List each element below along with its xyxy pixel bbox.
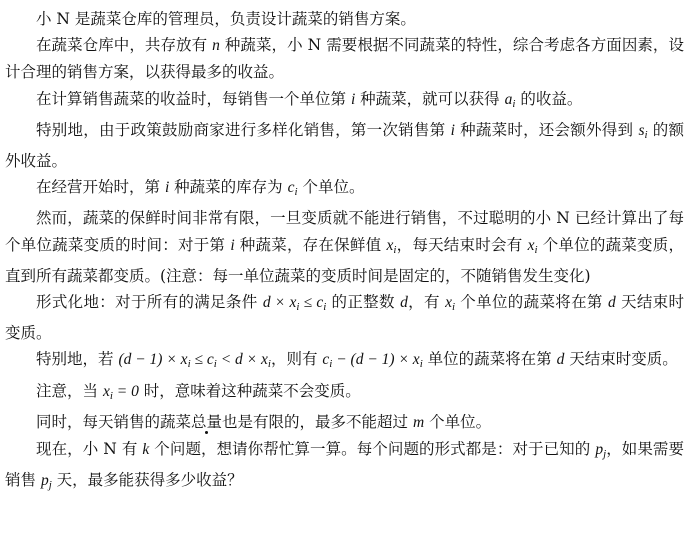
math-condition: d × x [262, 294, 297, 312]
var-c: c [287, 179, 295, 197]
paragraph-warehouse: 在蔬菜仓库中，共存放有 n 种蔬菜，小 N 需要根据不同蔬菜的特性，综合考虑各方面因素，设计合理的销售方案，以获得最多的收益。 [5, 36, 684, 82]
var-d: d [556, 351, 565, 369]
paragraph-daily-limit: 同时，每天销售的蔬菜总量也是有限的，最多不能超过 m 个单位。 [36, 412, 492, 431]
paragraph-spoilage: 然而，蔬菜的保鲜时间非常有限，一旦变质就不能进行销售，不过聪明的小 N 已经计算出了每个单位蔬菜变质的时间：对于第 i 种蔬菜，存在保鲜值 $x_i$，每天结束时会有 $x_i$ 个单位的蔬菜变质，直到所有蔬菜都变质。(注意：每一单位蔬菜的变质时间是固定的，不随销售发生变化) [5, 209, 684, 285]
paragraph-special-case: 特别地，若 $(d - 1) \times x_i \le c_i < d \times x_i$，则有 $c_i - (d - 1) \times x_i$ 单位的蔬菜将在第 d 天结束时变质。 [36, 350, 678, 371]
paragraph-stock: 在经营开始时，第 i 种蔬菜的库存为 $c_i$ 个单位。 [36, 178, 365, 199]
var-d: d [608, 294, 616, 312]
paragraph-revenue: 在计算销售蔬菜的收益时，每销售一个单位第 i 种蔬菜，就可以获得 $a_i$ 的收益。 [36, 89, 583, 110]
var-s: s [638, 121, 645, 139]
var-i: i [230, 236, 235, 254]
var-x: x [445, 294, 452, 312]
var-x: x [386, 236, 394, 254]
var-i: i [450, 121, 455, 139]
var-i: i [350, 90, 356, 108]
var-d: d [400, 294, 408, 312]
paragraph-intro: 小 N 是蔬菜仓库的管理员，负责设计蔬菜的销售方案。 [36, 10, 416, 28]
math-remainder: c [322, 351, 330, 369]
var-x: x [102, 382, 110, 400]
paragraph-extra-revenue: 特别地，由于政策鼓励商家进行多样化销售，第一次销售第 i 种蔬菜时，还会额外得到 $s_i$ 的额外收益。 [5, 120, 684, 171]
var-p: p [595, 441, 604, 459]
var-a: a [504, 90, 513, 108]
paragraph-no-spoil: 注意，当 $x_i = 0$ 时，意味着这种蔬菜不会变质。 [36, 381, 361, 402]
var-i: i [164, 179, 170, 197]
paragraph-formal: 形式化地：对于所有的满足条件 $d \times x_i \le c_i$ 的正整数 d，有 $x_i$ 个单位的蔬菜将在第 d 天结束时变质。 [5, 293, 685, 343]
var-k: k [142, 441, 150, 459]
math-inequality: (d − 1) × x [118, 351, 188, 369]
var-p: p [40, 472, 49, 490]
emphasized-total: 总量 [191, 412, 223, 431]
var-m: m [412, 413, 425, 431]
var-n: n [212, 37, 220, 55]
var-x: x [527, 236, 535, 254]
paragraph-queries: 现在，小 N 有 k 个问题，想请你帮忙算一算。每个问题的形式都是：对于已知的 $p_j$，如果需要销售 $p_j$ 天，最多能获得多少收益？ [5, 440, 684, 492]
